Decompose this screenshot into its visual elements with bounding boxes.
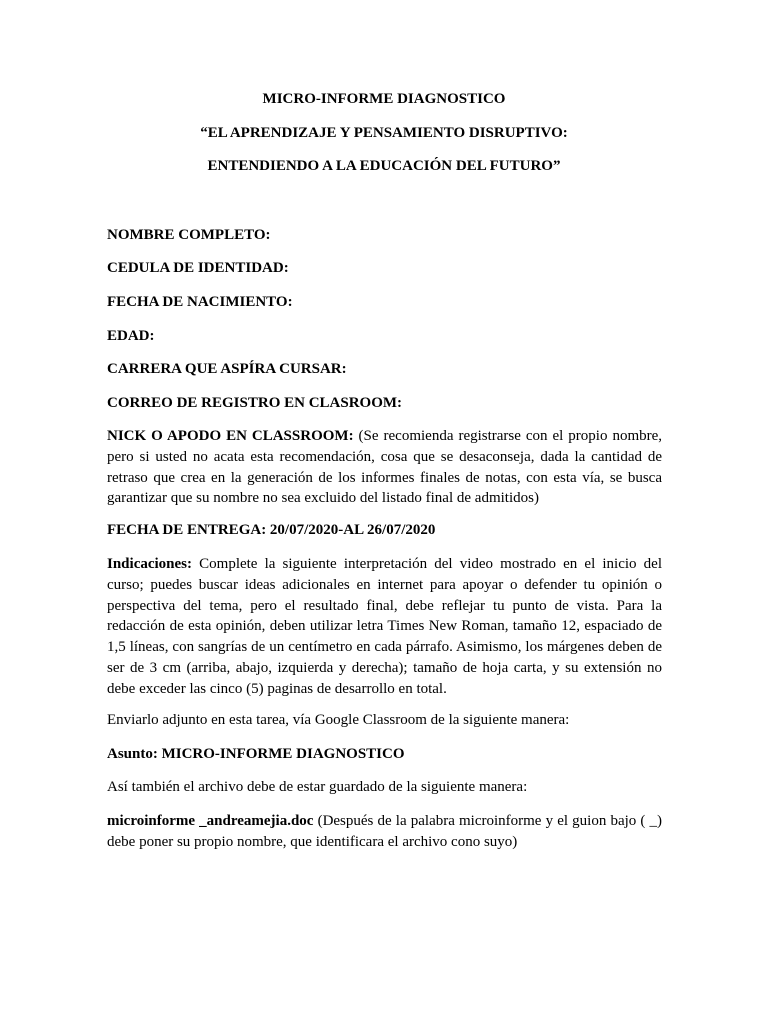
nick-paragraph xyxy=(107,426,662,509)
indicaciones-paragraph xyxy=(107,554,662,700)
archivo-paragraph xyxy=(107,811,662,853)
archivo-text: (Después de la palabra microinforme y el guion bajo ( _) debe poner su propio nombre, que identificara el archivo cono suyo) xyxy=(107,813,663,850)
asunto-line: Asunto: MICRO-INFORME DIAGNOSTICO xyxy=(107,746,405,762)
field-fecha-nacimiento: FECHA DE NACIMIENTO: xyxy=(107,294,293,310)
nick-text: (Se recomienda registrarse con el propio nombre, pero si usted no acata esta recomendación, cosa que se desaconseja, dada la cantidad de retraso que crea en la generación de los informes finales de notas, con esta vía, se busca garantizar que su nombre no sea excluido del listado final de admitidos) xyxy=(107,428,663,507)
archivo-filename: microinforme _andreamejia.doc xyxy=(107,813,314,829)
field-nombre-completo: NOMBRE COMPLETO: xyxy=(107,227,271,243)
indicaciones-text: Complete la siguiente interpretación del video mostrado en el inicio del curso; puedes buscar ideas adicionales en internet para apoyar o defender tu opinión o perspectiva del tema, pero el resultado final, debe reflejar tu punto de vista. Para la redacción de esta opinión, deben utilizar letra Times New Roman, tamaño 12, espaciado de 1,5 líneas, con sangrías de un centímetro en cada párrafo. Asimismo, los márgenes deben de ser de 3 cm (arriba, abajo, izquierda y derecha); tamaño de hoja carta, y su extensión no debe exceder las cinco (5) paginas de desarrollo en total. xyxy=(107,556,662,697)
field-carrera: CARRERA QUE ASPÍRA CURSAR: xyxy=(107,361,347,377)
fecha-entrega: FECHA DE ENTREGA: 20/07/2020-AL 26/07/2020 xyxy=(107,522,436,538)
document-subtitle-line-1: “EL APRENDIZAJE Y PENSAMIENTO DISRUPTIVO: xyxy=(200,125,568,141)
field-correo: CORREO DE REGISTRO EN CLASROOM: xyxy=(107,395,403,411)
field-cedula: CEDULA DE IDENTIDAD: xyxy=(107,260,289,276)
archivo-intro: Así también el archivo debe de estar guardado de la siguiente manera: xyxy=(107,779,528,795)
envio-instruction: Enviarlo adjunto en esta tarea, vía Google Classroom de la siguiente manera: xyxy=(107,712,570,728)
document-subtitle-line-2: ENTENDIENDO A LA EDUCACIÓN DEL FUTURO” xyxy=(207,158,561,174)
document-title: MICRO-INFORME DIAGNOSTICO xyxy=(262,91,506,107)
indicaciones-label: Indicaciones: xyxy=(107,556,193,572)
nick-label: NICK O APODO EN CLASSROOM: xyxy=(107,428,354,444)
field-edad: EDAD: xyxy=(107,328,155,344)
